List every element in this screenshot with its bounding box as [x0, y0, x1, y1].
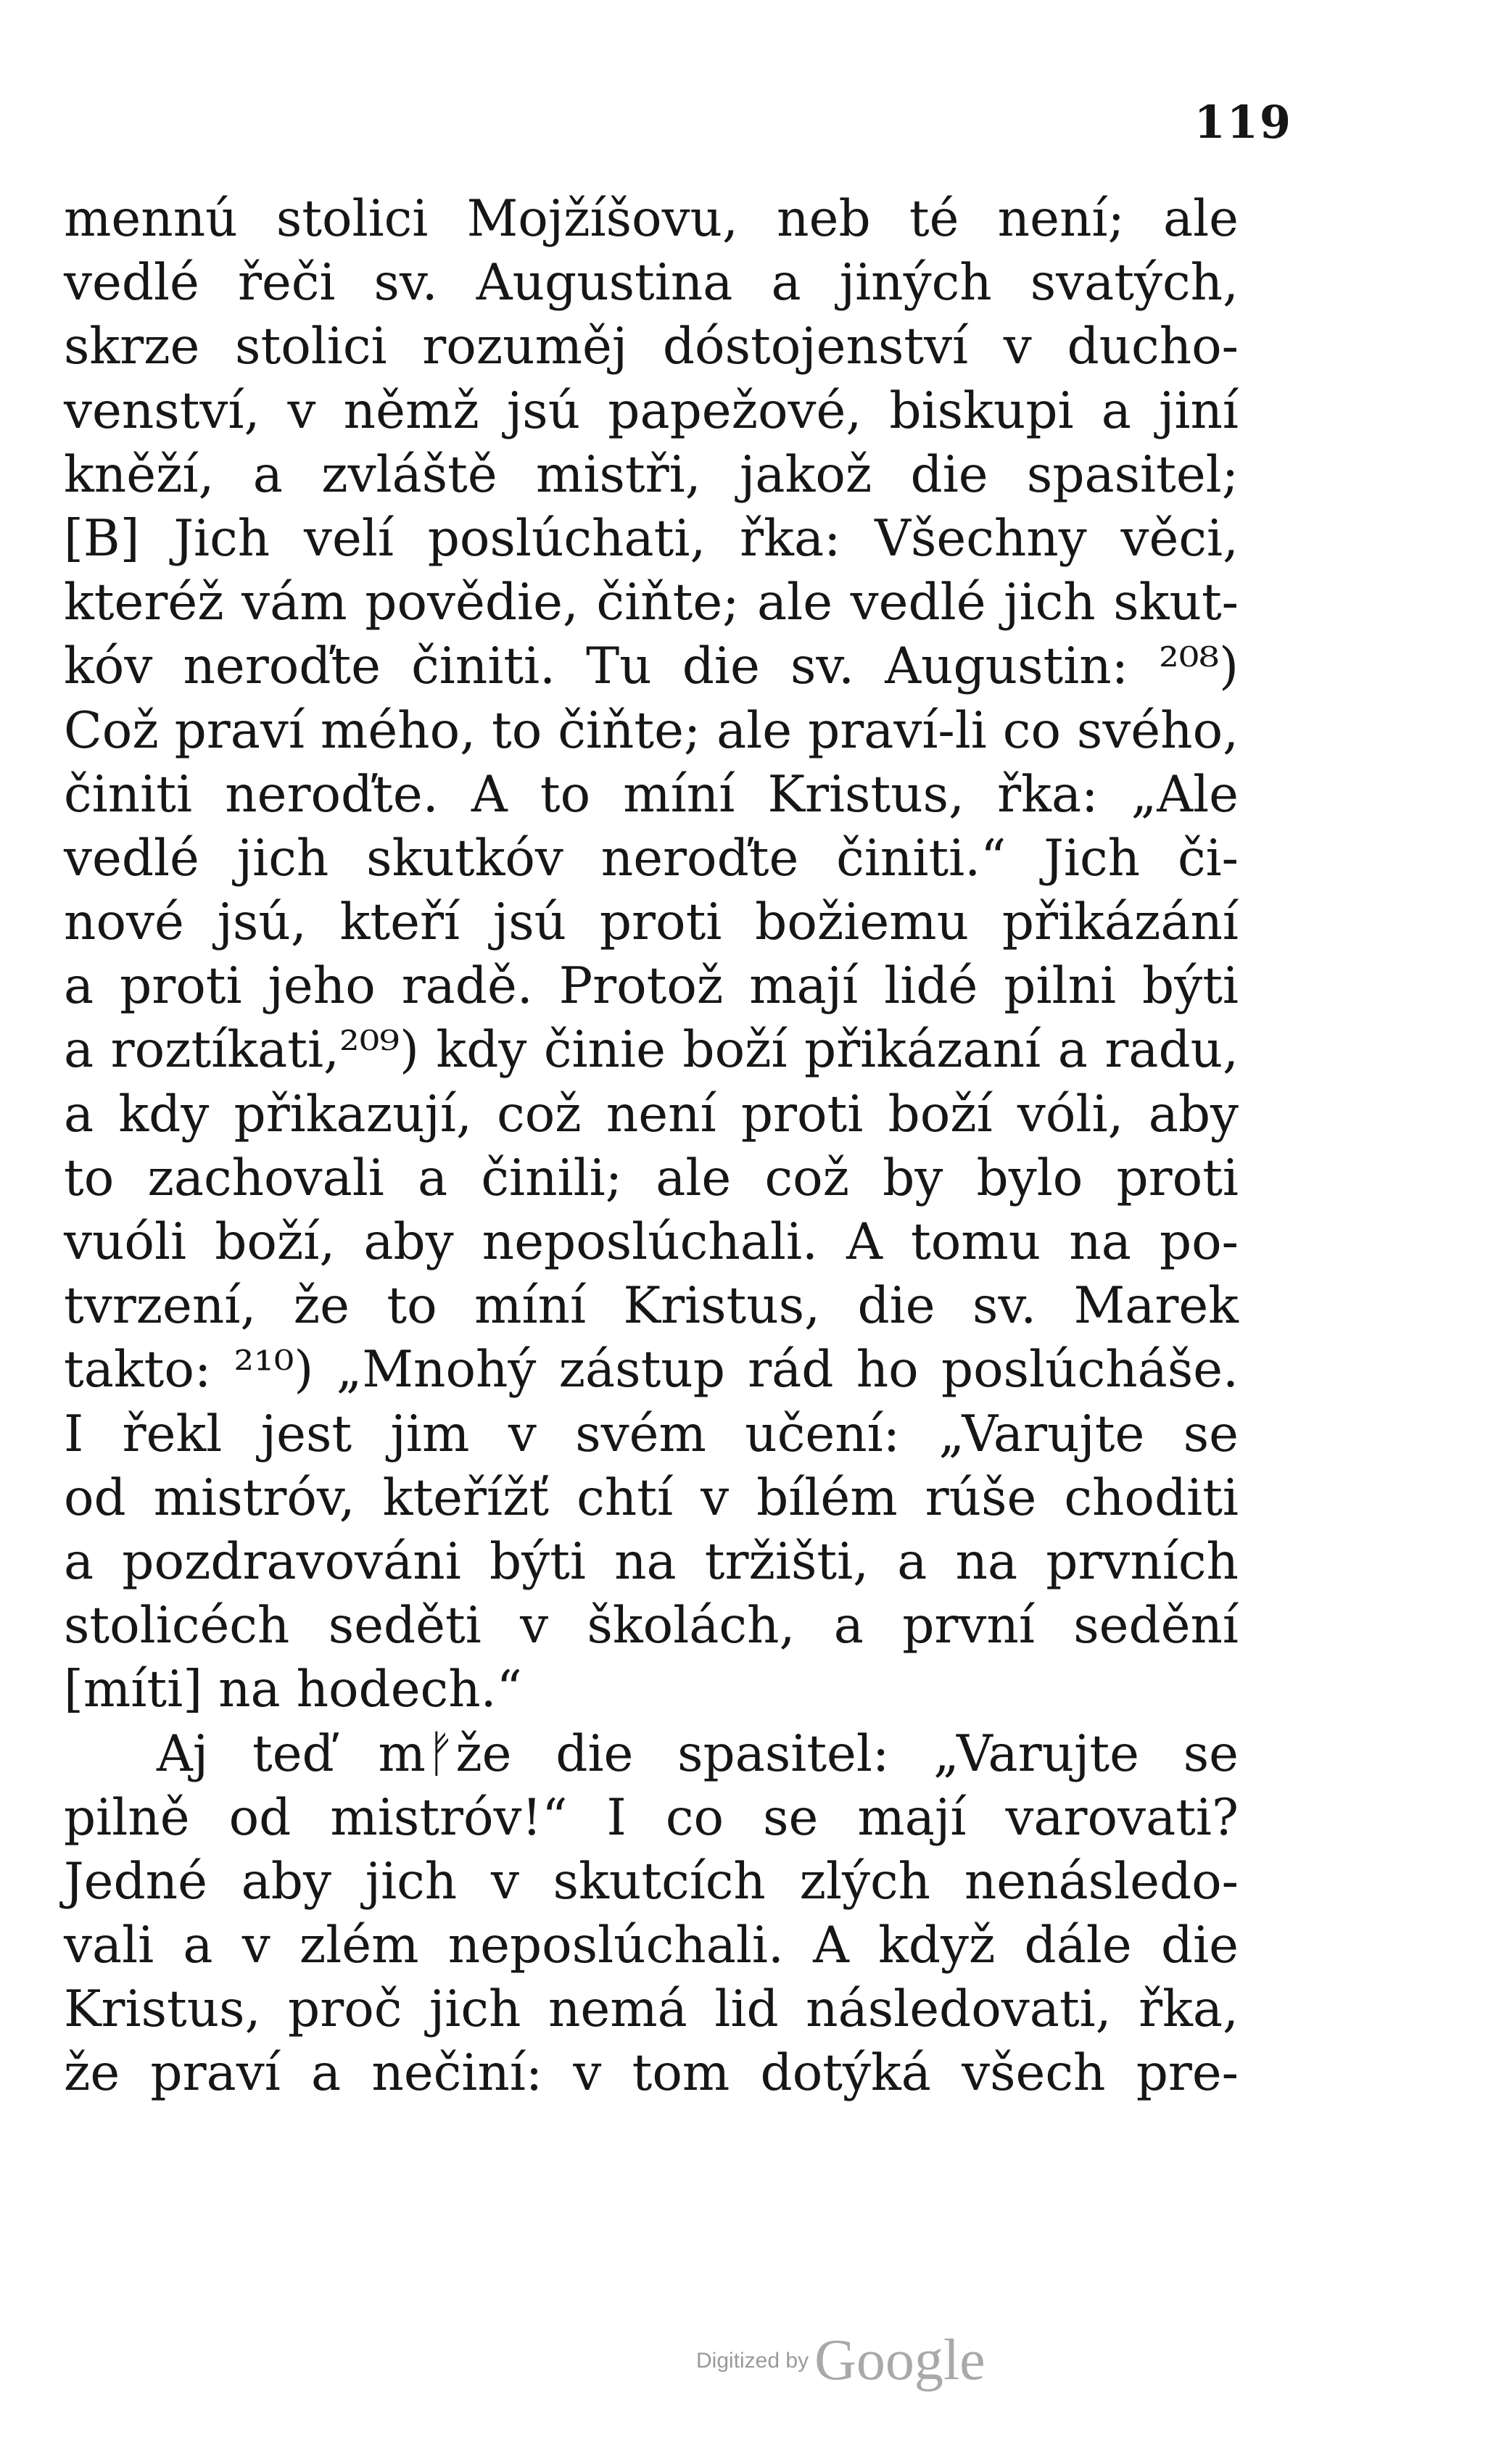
text-line: vuóli boží, aby neposlúchali. A tomu na po- — [64, 1213, 1239, 1271]
text-line: vedlé jich skutkóv neroďte činiti.“ Jich či- — [64, 829, 1239, 888]
text-line: venství, v němž jsú papežové, biskupi a jiní — [64, 381, 1239, 440]
text-line: kteréž vám povědie, čiňte; ale vedlé jich skut- — [64, 574, 1239, 632]
body-text — [64, 187, 1239, 2106]
text-line: vali a v zlém neposlúchali. A když dále die — [64, 1917, 1239, 1975]
text-line: pilně od mistróv!“ I co se mají varovati? — [64, 1788, 1239, 1847]
text-line: mennú stolici Mojžíšovu, neb té není; ale — [64, 190, 1239, 248]
text-line: a proti jeho radě. Protož mají lidé pilni býti — [64, 957, 1239, 1016]
text-line: a kdy přikazují, což není proti boží vóli, aby — [64, 1085, 1239, 1144]
text-line: Což praví mého, to čiňte; ale praví-li co svého, — [64, 701, 1239, 760]
text-line: kóv neroďte činiti. Tu die sv. Augustin: ²⁰⁸) — [64, 637, 1239, 696]
text-line: Kristus, proč jich nemá lid následovati, řka, — [64, 1980, 1239, 2039]
paragraph-start-line: Aj teď mᚠže die spasitel: „Varujte se — [157, 1724, 1239, 1783]
text-line: to zachovali a činili; ale což by bylo proti — [64, 1149, 1239, 1207]
text-line: Jedné aby jich v skutcích zlých nenásledo- — [64, 1852, 1239, 1911]
text-line: vedlé řeči sv. Augustina a jiných svatých, — [64, 254, 1239, 313]
text-line: nové jsú, kteří jsú proti božiemu přikázání — [64, 893, 1239, 952]
text-line: [B] Jich velí poslúchati, řka: Všechny věci, — [64, 509, 1239, 568]
text-line: že praví a nečiní: v tom dotýká všech pre- — [64, 2044, 1239, 2103]
text-line: skrze stolici rozuměj dóstojenství v ducho- — [64, 318, 1239, 376]
page-number: 119 — [1194, 96, 1292, 149]
watermark-prefix: Digitized by — [696, 2348, 809, 2373]
text-line: a roztíkati,²⁰⁹) kdy činie boží přikázaní a radu, — [64, 1021, 1239, 1080]
digitization-watermark — [696, 2328, 986, 2394]
text-line: I řekl jest jim v svém učení: „Varujte se — [64, 1405, 1239, 1463]
text-line: tvrzení, že to míní Kristus, die sv. Marek — [64, 1277, 1239, 1336]
text-line: činiti neroďte. A to míní Kristus, řka: „Ale — [64, 765, 1239, 824]
text-line: a pozdravováni býti na tržišti, a na prvních — [64, 1532, 1239, 1591]
text-line: takto: ²¹⁰) „Mnohý zástup rád ho poslúcháše. — [64, 1341, 1239, 1400]
text-line: stolicéch seděti v školách, a první sedění — [64, 1597, 1239, 1655]
text-line: od mistróv, kteřížť chtí v bílém rúše choditi — [64, 1468, 1239, 1527]
google-logo: Google — [814, 2328, 986, 2392]
paragraph-end-line: [míti] na hodech.“ — [64, 1661, 522, 1719]
text-line: kněží, a zvláště mistři, jakož die spasitel; — [64, 445, 1239, 504]
